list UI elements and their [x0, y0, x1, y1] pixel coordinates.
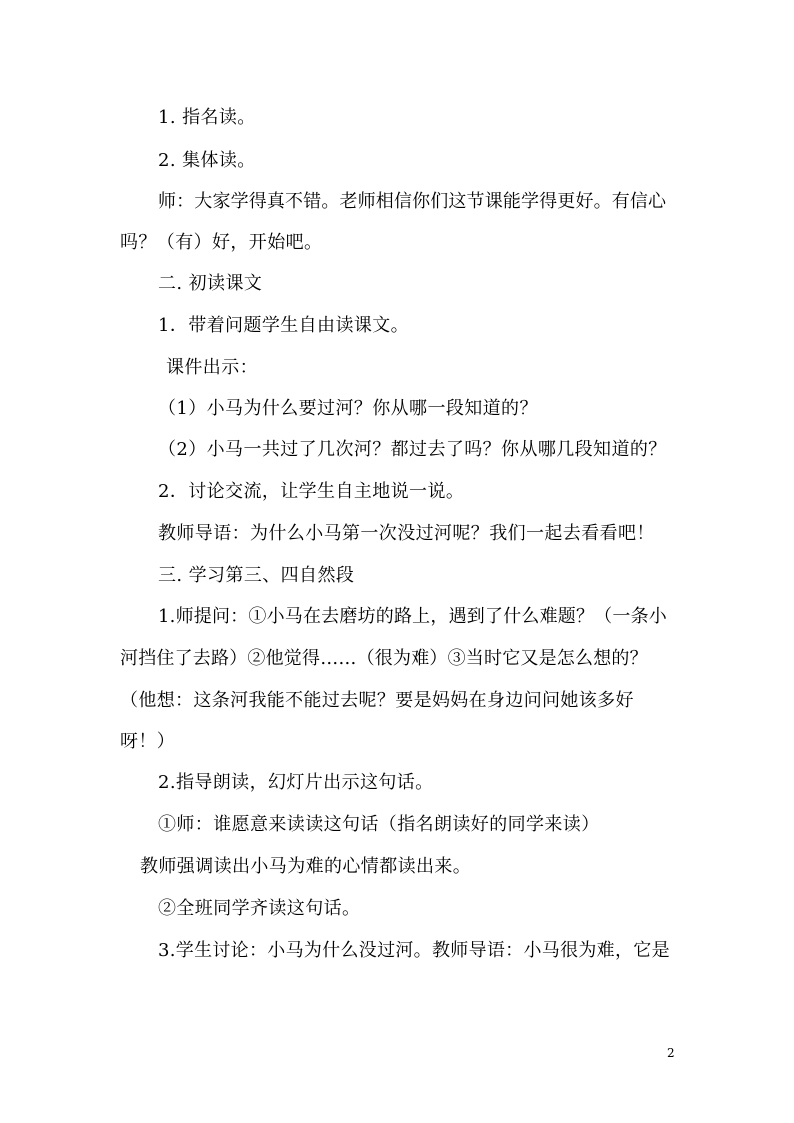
text-line-6: 1．带着问题学生自由读课文。: [158, 315, 410, 336]
text-line-4: 吗？（有）好，开始吧。: [120, 232, 323, 253]
text-line-21: 3.学生讨论：小马为什么没过河。教师导语：小马很为难，它是: [158, 940, 670, 961]
text-line-11: 教师导语：为什么小马第一次没过河呢？我们一起去看看吧！: [158, 523, 655, 544]
text-line-9: （2）小马一共过了几次河？都过去了吗？你从哪几段知道的？: [158, 439, 667, 460]
section-heading-2: 二. 初读课文: [158, 273, 263, 294]
text-line-14: 河挡住了去路）②他觉得……（很为难）③当时它又是怎么想的？: [120, 648, 648, 669]
text-line-3: 师：大家学得真不错。老师相信你们这节课能学得更好。有信心: [158, 191, 667, 212]
text-line-15: （他想：这条河我能不能过去呢？要是妈妈在身边问问她该多好: [120, 690, 634, 711]
text-line-8: （1）小马为什么要过河？你从哪一段知道的？: [158, 398, 538, 419]
text-line-17: 2.指导朗读，幻灯片出示这句话。: [158, 772, 434, 793]
text-line-18: ①师：谁愿意来读读这句话（指名朗读好的同学来读）: [158, 814, 600, 835]
text-line-20: ②全班同学齐读这句话。: [158, 898, 361, 919]
text-line-19: 教师强调读出小马为难的心情都读出来。: [140, 856, 472, 877]
text-line-16: 呀！）: [120, 731, 176, 752]
text-line-13: 1.师提问：①小马在去磨坊的路上，遇到了什么难题？（一条小: [158, 606, 667, 627]
text-line-7: 课件出示：: [166, 357, 258, 378]
text-line-10: 2．讨论交流，让学生自主地说一说。: [158, 481, 465, 502]
page-number: 2: [667, 1046, 675, 1060]
section-heading-3: 三. 学习第三、四自然段: [158, 565, 355, 586]
text-line-2: 2. 集体读。: [158, 150, 256, 171]
text-line-1: 1. 指名读。: [158, 107, 256, 128]
